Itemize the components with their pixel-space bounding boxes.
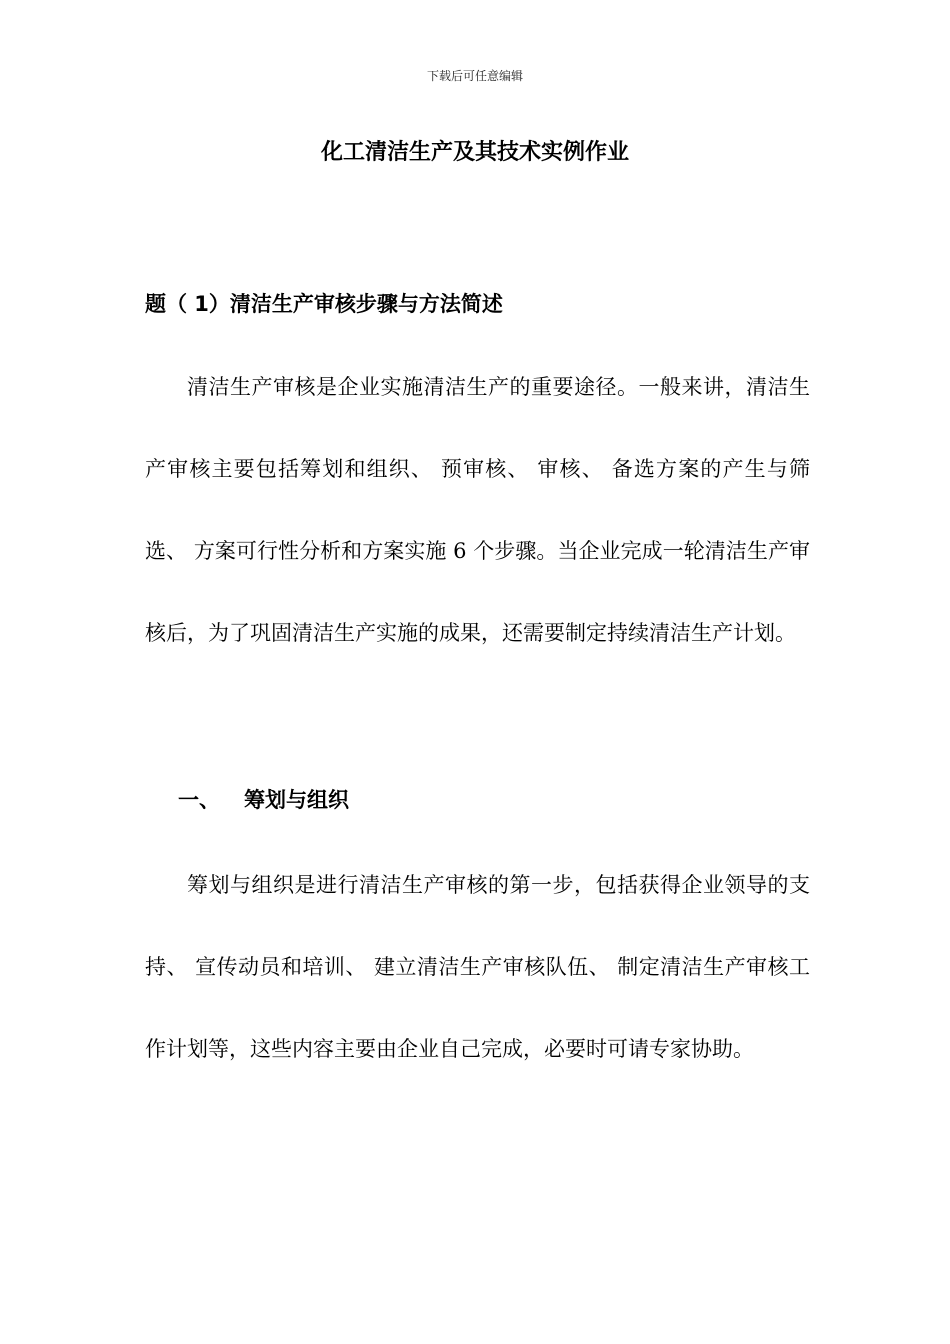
question-heading: 题（ 1）清洁生产审核步骤与方法简述: [145, 292, 503, 316]
section-heading: [178, 785, 349, 815]
paragraph-intro: 清洁生产审核是企业实施清洁生产的重要途径。一般来讲，清洁生产审核主要包括筹划和组织、 预审核、 审核、 备选方案的产生与筛选、 方案可行性分析和方案实施 6 个步骤。当企业完成一轮清洁生产审核后，为了巩固清洁生产实施的成果，还需要制定持续清洁生产计划。: [145, 375, 810, 645]
header-note: 下载后可任意编辑: [426, 69, 523, 83]
document-title: 化工清洁生产及其技术实例作业: [320, 140, 629, 165]
section-title: 筹划与组织: [244, 788, 349, 812]
section-number: 一、: [178, 788, 220, 812]
paragraph-planning: 筹划与组织是进行清洁生产审核的第一步，包括获得企业领导的支持、 宣传动员和培训、 建立清洁生产审核队伍、 制定清洁生产审核工作计划等，这些内容主要由企业自己完成，必要时可请专家协助。: [145, 873, 810, 1061]
